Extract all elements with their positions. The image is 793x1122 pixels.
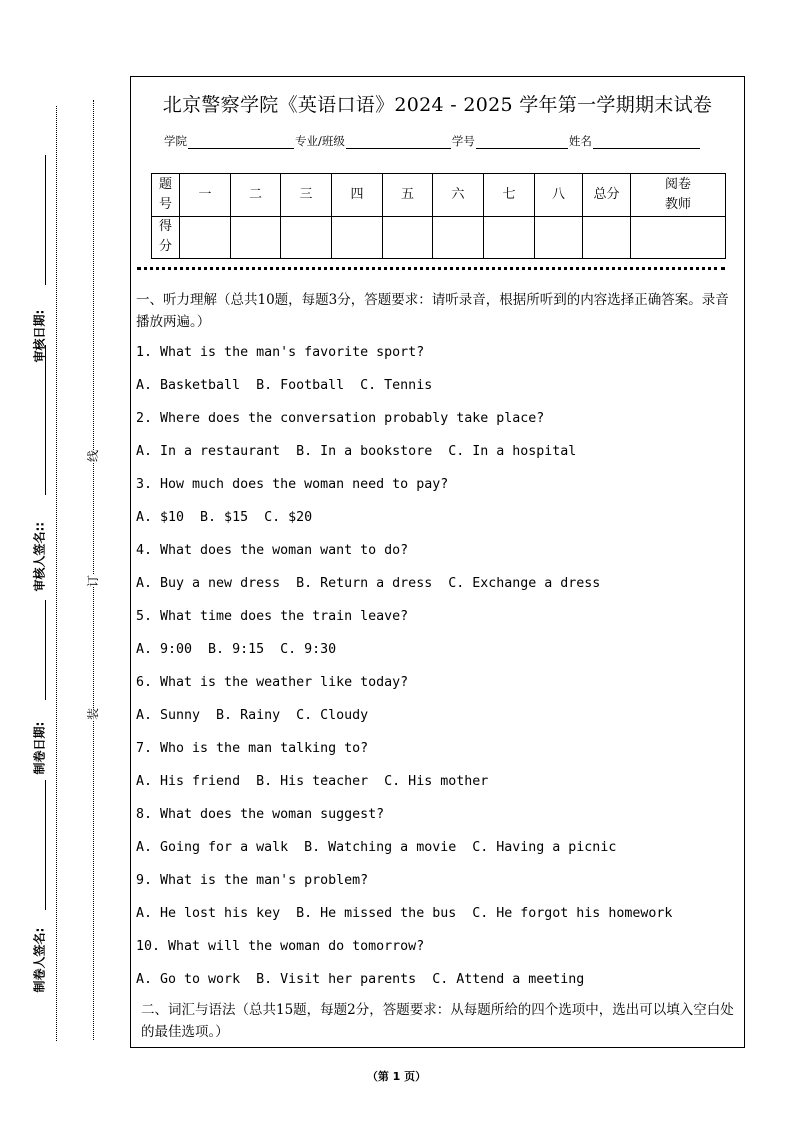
answer-options: A. Going for a walk B. Watching a movie C. Having a picnic xyxy=(136,840,617,855)
question-text: 9. What is the man's problem? xyxy=(136,873,369,888)
cell-total: 总分 xyxy=(583,174,631,217)
question-text: 10. What will the woman do tomorrow? xyxy=(136,939,425,954)
grader-signature-input[interactable] xyxy=(631,216,726,259)
student-id-blank[interactable] xyxy=(476,135,568,149)
question-text: 4. What does the woman want to do? xyxy=(136,543,409,558)
score-table-score-row xyxy=(152,216,726,259)
field-name-label: 姓名 xyxy=(568,134,592,148)
answer-options: A. His friend B. His teacher C. His mother xyxy=(136,774,489,789)
student-info-row xyxy=(164,133,701,149)
answer-options: A. Buy a new dress B. Return a dress C. Exchange a dress xyxy=(136,576,601,591)
cell-question-number: 题号 xyxy=(152,174,180,217)
dotted-separator xyxy=(137,267,725,270)
question-text: 6. What is the weather like today? xyxy=(136,675,409,690)
score-input[interactable] xyxy=(231,216,281,259)
cell-section-5: 五 xyxy=(383,174,433,217)
question-text: 8. What does the woman suggest? xyxy=(136,807,385,822)
exam-frame xyxy=(130,76,745,1048)
field-class-label: 专业/班级 xyxy=(295,134,345,148)
cell-section-3: 三 xyxy=(281,174,332,217)
question-text: 2. Where does the conversation probably take place? xyxy=(136,411,545,426)
cell-section-1: 一 xyxy=(180,174,231,217)
cell-grader: 阅卷教师 xyxy=(631,174,726,217)
cell-section-8: 八 xyxy=(535,174,583,217)
question-text: 1. What is the man's favorite sport? xyxy=(136,345,425,360)
cell-section-7: 七 xyxy=(484,174,535,217)
cell-score-label: 得分 xyxy=(152,216,180,259)
class-blank[interactable] xyxy=(346,135,451,149)
score-input[interactable] xyxy=(180,216,231,259)
field-id-label: 学号 xyxy=(451,134,475,148)
college-blank[interactable] xyxy=(188,135,294,149)
score-input[interactable] xyxy=(383,216,433,259)
signature-line xyxy=(45,155,46,285)
answer-options: A. 9:00 B. 9:15 C. 9:30 xyxy=(136,642,337,657)
cell-section-4: 四 xyxy=(332,174,383,217)
reviewer-signature-label: 审核人签名:: xyxy=(32,521,47,592)
answer-options: A. Go to work B. Visit her parents C. Attend a meeting xyxy=(136,972,585,987)
cell-section-6: 六 xyxy=(433,174,484,217)
score-input[interactable] xyxy=(332,216,383,259)
score-table-header-row xyxy=(152,174,726,217)
review-date-label: 审核日期: xyxy=(32,309,47,363)
cut-mark-bind: 订 xyxy=(86,574,101,588)
cell-section-2: 二 xyxy=(231,174,281,217)
prepare-date-label: 制卷日期: xyxy=(32,721,47,775)
page-number: （第 1 页） xyxy=(366,1070,427,1083)
total-score-input[interactable] xyxy=(583,216,631,259)
answer-options: A. $10 B. $15 C. $20 xyxy=(136,510,313,525)
cut-mark-pack: 装 xyxy=(86,707,101,721)
question-text: 5. What time does the train leave? xyxy=(136,609,409,624)
answer-options: A. Basketball B. Football C. Tennis xyxy=(136,378,433,393)
score-input[interactable] xyxy=(433,216,484,259)
outer-dotted-line xyxy=(56,106,57,1041)
score-input[interactable] xyxy=(281,216,332,259)
question-text: 3. How much does the woman need to pay? xyxy=(136,477,449,492)
score-input[interactable] xyxy=(535,216,583,259)
section-1-heading: 一、听力理解（总共10题，每题3分，答题要求：请听录音，根据所听到的内容选择正确答案。录音播放两遍。） xyxy=(136,292,729,330)
answer-options: A. He lost his key B. He missed the bus C. He forgot his homework xyxy=(136,906,673,921)
signature-line xyxy=(45,780,46,910)
inner-dotted-line xyxy=(93,100,94,1040)
exam-title: 北京警察学院《英语口语》2024 - 2025 学年第一学期期末试卷 xyxy=(162,94,713,116)
answer-options: A. Sunny B. Rainy C. Cloudy xyxy=(136,708,369,723)
name-blank[interactable] xyxy=(593,135,700,149)
question-text: 7. Who is the man talking to? xyxy=(136,741,369,756)
score-table xyxy=(151,173,726,259)
signature-line xyxy=(45,600,46,700)
score-input[interactable] xyxy=(484,216,535,259)
section-2-heading: 二、词汇与语法（总共15题，每题2分，答题要求：从每题所给的四个选项中，选出可以填入空白处的最佳选项。） xyxy=(141,1002,734,1040)
signature-line xyxy=(45,345,46,495)
cut-mark-line: 线 xyxy=(86,449,101,463)
field-college-label: 学院 xyxy=(164,134,187,148)
answer-options: A. In a restaurant B. In a bookstore C. In a hospital xyxy=(136,444,577,459)
preparer-signature-label: 制卷人签名: xyxy=(32,927,47,993)
